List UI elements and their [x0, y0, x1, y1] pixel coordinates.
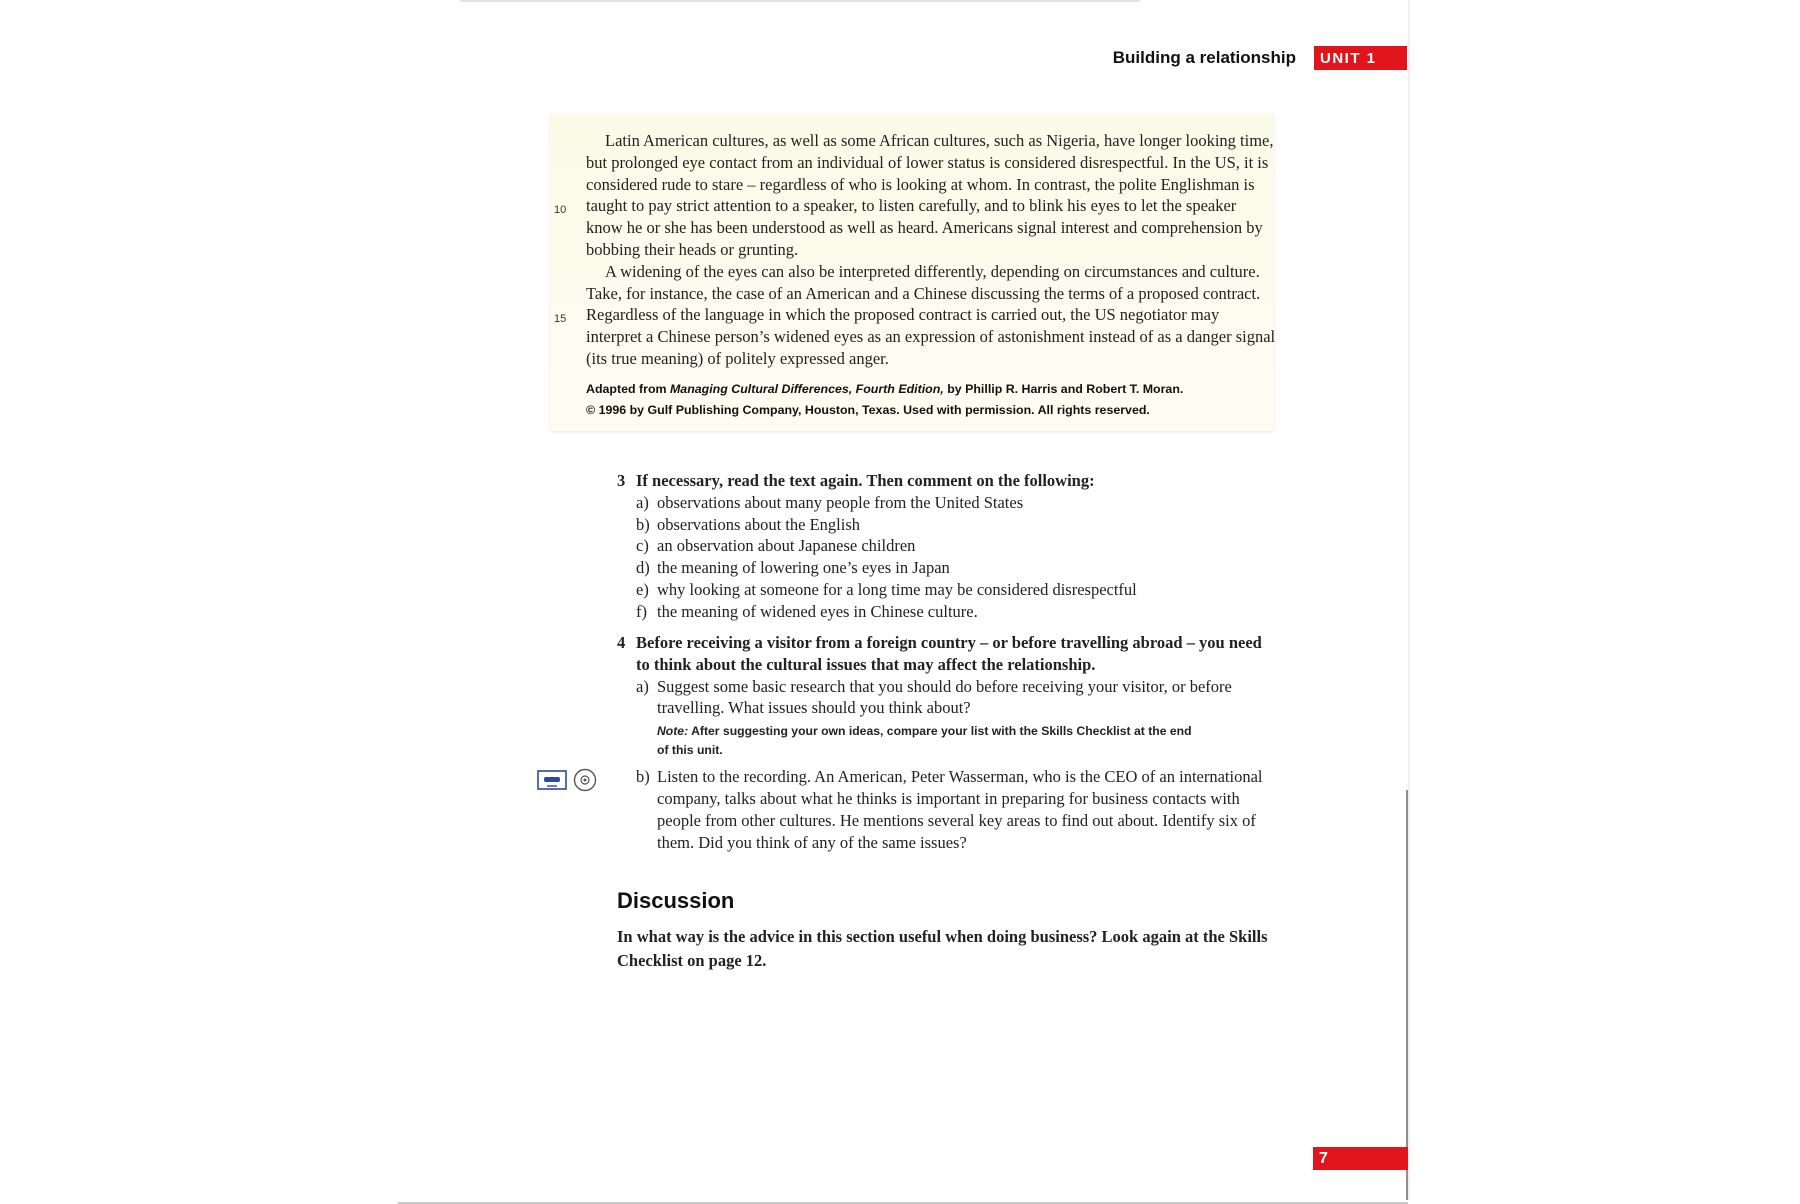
exercise-3-items	[617, 492, 1267, 623]
section-title: Building a relationship	[1112, 48, 1296, 67]
list-item	[636, 766, 1267, 853]
page-edge-right	[1408, 0, 1410, 1200]
note-label: Note:	[657, 724, 689, 739]
reading-paragraph: Latin American cultures, as well as some African cultures, such as Nigeria, have longer looking time, but prolonged eye contact from an individual of lower status is considered disrespectful. In the US, it is considered rude to stare – regardless of who is looking at whom. In contrast, the polite Englishman is taught to pay strict attention to a speaker, to listen carefully, and to blink his eyes to let the speaker know he or she has been understood as well as heard. Americans signal interest and comprehension by bobbing their heads or grunting.	[586, 131, 1274, 259]
exercise-4-instruction	[617, 632, 1267, 676]
reading-passage	[586, 130, 1276, 370]
instruction-text: Before receiving a visitor from a foreign country – or before travelling abroad – you need to think about the cultural issues that may affect the relationship.	[636, 633, 1262, 674]
item-letter: c)	[636, 536, 649, 556]
discussion-heading: Discussion	[617, 888, 735, 913]
exercise-number: 4	[617, 633, 626, 652]
source-citation	[586, 379, 1266, 421]
item-text: an observation about Japanese children	[657, 536, 916, 556]
instruction-text: If necessary, read the text again. Then comment on the following:	[636, 471, 1095, 490]
cd-icon[interactable]	[573, 768, 597, 797]
item-letter: f)	[636, 601, 647, 621]
reading-paragraph: A widening of the eyes can also be interpreted differently, depending on circumstances and culture. Take, for instance, the case of an American and a Chinese discussing the terms of a proposed contract. Regardless of the language in which the proposed contract is carried out, the US negotiator may interpret a Chinese person’s widened eyes as an expression of astonishment instead of as a danger signal (its true meaning) of politely expressed anger.	[586, 261, 1276, 368]
exercise-4	[617, 632, 1267, 853]
page-number: 7	[1313, 1147, 1408, 1170]
audio-icons	[537, 768, 597, 797]
scan-edge-top	[460, 0, 1140, 2]
item-letter: d)	[636, 558, 650, 578]
list-item	[636, 557, 1267, 579]
item-letter: b)	[636, 767, 650, 787]
list-item	[636, 514, 1267, 536]
item-letter: a)	[636, 676, 649, 696]
item-letter: e)	[636, 579, 649, 599]
running-header	[1113, 46, 1407, 70]
list-item	[636, 492, 1267, 514]
item-text: the meaning of widened eyes in Chinese culture.	[657, 601, 978, 621]
citation-authors: by Phillip R. Harris and Robert T. Moran.	[943, 382, 1184, 396]
note-text: After suggesting your own ideas, compare your list with the Skills Checklist at the end of this unit.	[657, 724, 1192, 758]
exercise-number: 3	[617, 471, 626, 490]
unit-badge: UNIT 1	[1314, 46, 1407, 70]
scan-edge-right	[1406, 790, 1408, 1200]
line-number-10: 10	[554, 204, 567, 216]
citation-prefix: Adapted from	[586, 382, 670, 396]
list-item	[636, 601, 1267, 623]
exercise-3	[617, 470, 1267, 623]
item-text: observations about the English	[657, 514, 861, 534]
list-item	[636, 579, 1267, 601]
item-text: observations about many people from the United States	[657, 492, 1024, 512]
discussion-question: In what way is the advice in this section useful when doing business? Look again at the Skills Checklist on page 12.	[617, 927, 1268, 970]
item-text: why looking at someone for a long time may be considered disrespectful	[657, 579, 1137, 599]
item-text: Suggest some basic research that you should do before receiving your visitor, or before travelling. What issues should you think about?	[657, 676, 1232, 718]
citation-book-title: Managing Cultural Differences, Fourth Edition,	[669, 382, 944, 396]
exercise-4-items-b	[617, 766, 1267, 853]
item-letter: b)	[636, 514, 650, 534]
list-item	[636, 676, 1267, 720]
list-item	[636, 535, 1267, 557]
line-number-15: 15	[554, 313, 567, 325]
note	[617, 722, 1197, 760]
exercise-3-instruction	[617, 470, 1267, 492]
exercise-4-items	[617, 676, 1267, 720]
copyright-line: © 1996 by Gulf Publishing Company, Houston, Texas. Used with permission. All rights reserved.	[586, 403, 1150, 417]
item-text: the meaning of lowering one’s eyes in Japan	[657, 558, 950, 578]
item-letter: a)	[636, 492, 649, 512]
cassette-icon[interactable]	[537, 770, 567, 795]
item-text: Listen to the recording. An American, Peter Wasserman, who is the CEO of an international company, talks about what he thinks is important in preparing for business contacts with people from other cultures. He mentions several key areas to find out about. Identify six of them. Did you think of any of the same issues?	[657, 767, 1263, 852]
